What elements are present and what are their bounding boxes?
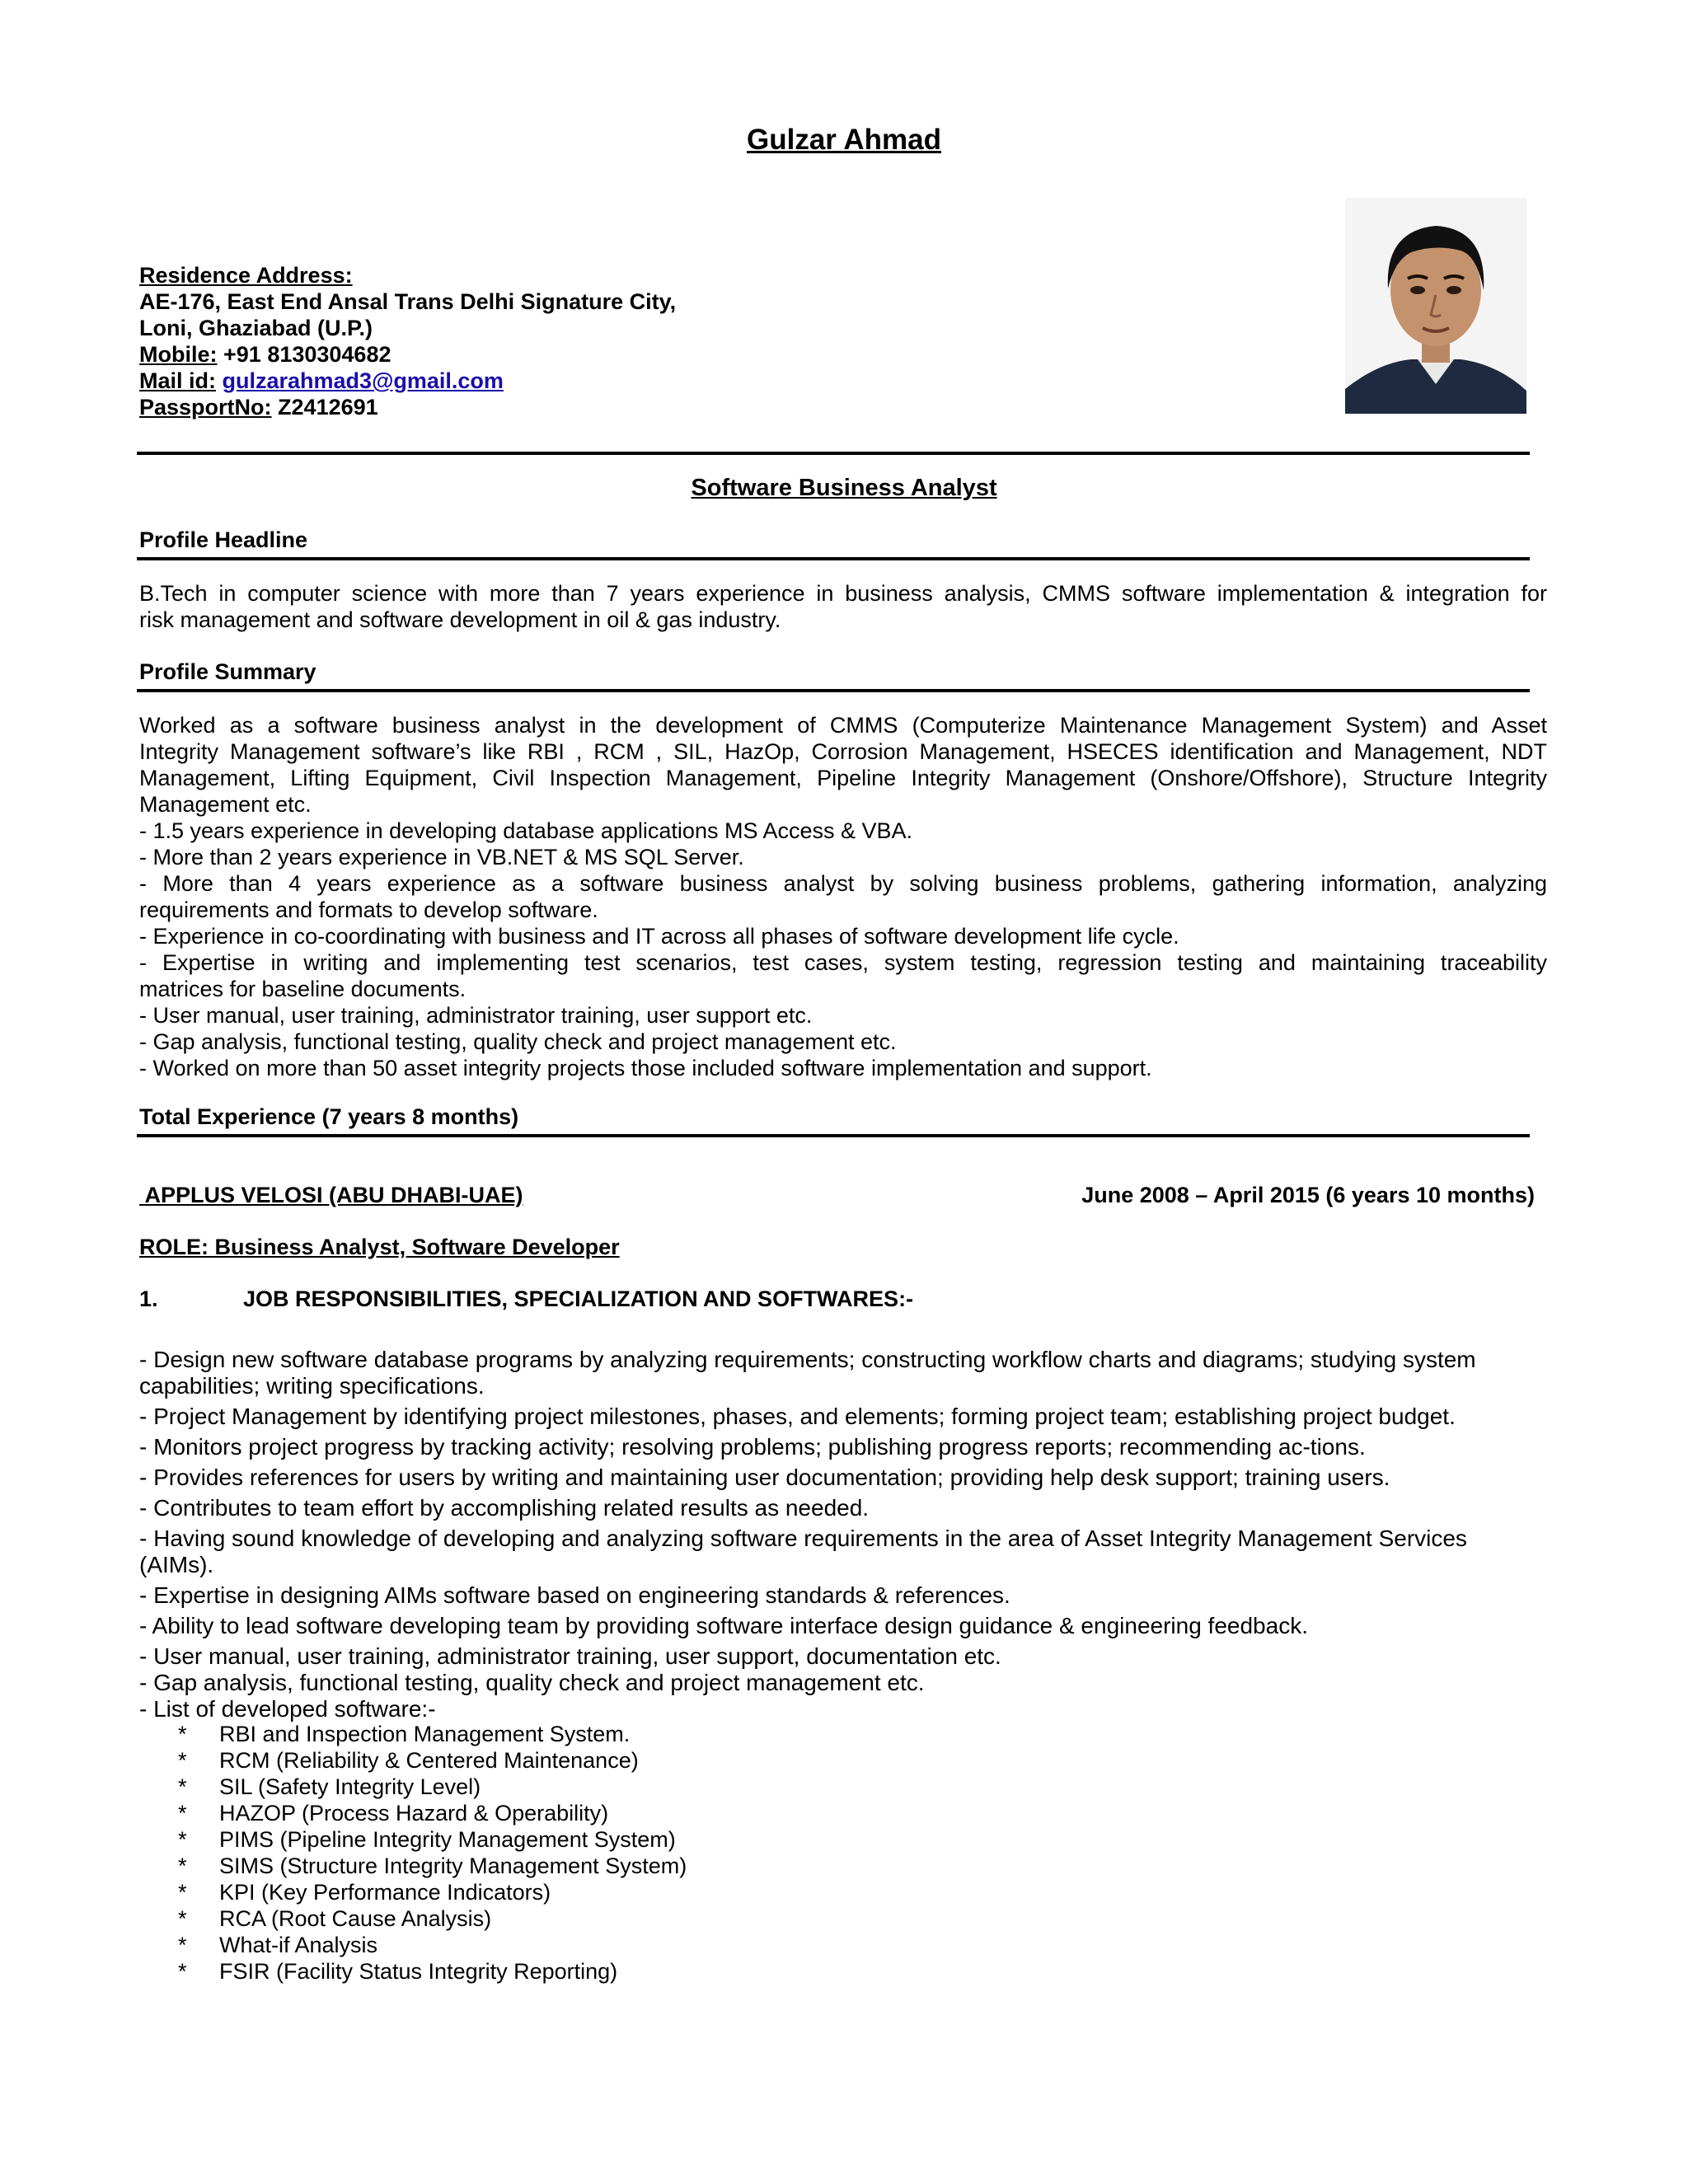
experience-divider bbox=[137, 1134, 1530, 1137]
headline-divider bbox=[137, 557, 1530, 560]
contact-block bbox=[139, 262, 676, 420]
total-experience-heading: Total Experience (7 years 8 months) bbox=[139, 1104, 519, 1129]
passport-label: PassportNo: bbox=[139, 395, 272, 419]
summary-line: matrices for baseline documents. bbox=[139, 977, 467, 1001]
bullet-star-icon: * bbox=[178, 1854, 187, 1878]
headline-line: risk management and software development in oil & gas industry. bbox=[139, 607, 781, 632]
summary-line: Management, Lifting Equipment, Civil Inspection Management, Pipeline Integrity Management (Onshore/Offshore), Structure Integrity bbox=[139, 766, 1547, 790]
software-name: RBI and Inspection Management System. bbox=[219, 1722, 631, 1746]
bullet-star-icon: * bbox=[178, 1959, 187, 1984]
bullet-star-icon: * bbox=[178, 1748, 187, 1773]
residence-label: Residence Address: bbox=[139, 263, 353, 288]
software-name: RCM (Reliability & Centered Maintenance) bbox=[219, 1748, 639, 1773]
bullet-star-icon: * bbox=[178, 1933, 187, 1957]
mail-row bbox=[139, 368, 676, 394]
software-name: HAZOP (Process Hazard & Operability) bbox=[219, 1801, 609, 1825]
responsibility-item: - Expertise in designing AIMs software based on engineering standards & references. bbox=[139, 1582, 1010, 1608]
email-link[interactable]: gulzarahmad3@gmail.com bbox=[222, 368, 504, 393]
headline-line: B.Tech in computer science with more than 7 years experience in business analysis, CMMS software implementation & integration for bbox=[139, 581, 1547, 606]
software-list bbox=[178, 1721, 687, 1985]
summary-line: - Expertise in writing and implementing test scenarios, test cases, system testing, regression testing and maintaining traceability bbox=[139, 950, 1547, 975]
responsibility-item: - Provides references for users by writing and maintaining user documentation; providing help desk support; training users. bbox=[139, 1465, 1390, 1490]
responsibility-heading: JOB RESPONSIBILITIES, SPECIALIZATION AND SOFTWARES:- bbox=[243, 1286, 914, 1311]
mobile-label: Mobile: bbox=[139, 342, 218, 367]
software-item bbox=[178, 1905, 687, 1932]
mobile-row bbox=[139, 341, 676, 368]
mobile-value: +91 8130304682 bbox=[223, 342, 392, 367]
summary-line: - Experience in co-coordinating with business and IT across all phases of software development life cycle. bbox=[139, 924, 1179, 949]
software-item bbox=[178, 1774, 687, 1800]
role-title: ROLE: Business Analyst, Software Developer bbox=[139, 1235, 620, 1259]
responsibility-item: - Contributes to team effort by accomplishing related results as needed. bbox=[139, 1495, 870, 1521]
responsibility-item: - Monitors project progress by tracking activity; resolving problems; publishing progress reports; recommending ac-tions. bbox=[139, 1434, 1366, 1460]
responsibility-item: - Design new software database programs by analyzing requirements; constructing workflow charts and diagrams; studying system capabilities; writing specifications. bbox=[139, 1347, 1476, 1399]
software-item bbox=[178, 1932, 687, 1958]
mail-label: Mail id: bbox=[139, 368, 216, 393]
summary-line: requirements and formats to develop software. bbox=[139, 898, 598, 922]
profile-summary-heading: Profile Summary bbox=[139, 659, 316, 684]
summary-line: Management etc. bbox=[139, 792, 312, 817]
profile-summary-text bbox=[139, 712, 1547, 1081]
responsibility-number: 1. bbox=[139, 1286, 158, 1311]
software-item bbox=[178, 1721, 687, 1747]
software-name: SIL (Safety Integrity Level) bbox=[219, 1774, 481, 1799]
employment-period: June 2008 – April 2015 (6 years 10 months) bbox=[1081, 1183, 1535, 1207]
software-item bbox=[178, 1800, 687, 1826]
bullet-star-icon: * bbox=[178, 1722, 187, 1746]
responsibility-extra: - Gap analysis, functional testing, quality check and project management etc. bbox=[139, 1670, 925, 1695]
bullet-star-icon: * bbox=[178, 1906, 187, 1931]
responsibility-item: - Ability to lead software developing team by providing software interface design guidance & engineering feedback. bbox=[139, 1613, 1308, 1638]
bullet-star-icon: * bbox=[178, 1774, 187, 1799]
software-item bbox=[178, 1747, 687, 1774]
responsibility-item: - Having sound knowledge of developing and analyzing software requirements in the area of Asset Integrity Management Services (AIMs). bbox=[139, 1526, 1467, 1577]
summary-line: Worked as a software business analyst in the development of CMMS (Computerize Maintenance Management System) and Asset bbox=[139, 713, 1547, 738]
profile-headline-text bbox=[139, 580, 1547, 633]
passport-row bbox=[139, 394, 676, 420]
address-line-1: AE-176, East End Ansal Trans Delhi Signature City, bbox=[139, 289, 677, 314]
software-name: FSIR (Facility Status Integrity Reporting) bbox=[219, 1959, 618, 1984]
software-name: PIMS (Pipeline Integrity Management System) bbox=[219, 1827, 676, 1852]
summary-line: - More than 2 years experience in VB.NET & MS SQL Server. bbox=[139, 845, 744, 869]
header-divider bbox=[137, 452, 1530, 455]
profile-headline-heading: Profile Headline bbox=[139, 527, 308, 552]
bullet-star-icon: * bbox=[178, 1827, 187, 1852]
company-name: APPLUS VELOSI (ABU DHABI-UAE) bbox=[139, 1183, 523, 1207]
bullet-star-icon: * bbox=[178, 1801, 187, 1825]
software-item bbox=[178, 1853, 687, 1879]
candidate-name: Gulzar Ahmad bbox=[747, 124, 941, 156]
responsibility-item: - Project Management by identifying project milestones, phases, and elements; forming project team; establishing project budget. bbox=[139, 1404, 1456, 1429]
passport-value: Z2412691 bbox=[278, 395, 378, 419]
software-item bbox=[178, 1826, 687, 1853]
summary-line: - 1.5 years experience in developing database applications MS Access & VBA. bbox=[139, 818, 913, 843]
software-name: SIMS (Structure Integrity Management System) bbox=[219, 1854, 687, 1878]
software-name: RCA (Root Cause Analysis) bbox=[219, 1906, 492, 1931]
job-title: Software Business Analyst bbox=[691, 475, 997, 501]
responsibility-extra: - List of developed software:- bbox=[139, 1696, 436, 1722]
software-item bbox=[178, 1879, 687, 1905]
software-item bbox=[178, 1958, 687, 1985]
summary-divider bbox=[137, 689, 1530, 692]
summary-line: - More than 4 years experience as a software business analyst by solving business problems, gathering information, analyzing bbox=[139, 871, 1547, 896]
software-name: What-if Analysis bbox=[219, 1933, 378, 1957]
bullet-star-icon: * bbox=[178, 1880, 187, 1905]
summary-line: - Gap analysis, functional testing, quality check and project management etc. bbox=[139, 1029, 897, 1054]
summary-line: - User manual, user training, administrator training, user support etc. bbox=[139, 1003, 813, 1028]
summary-line: Integrity Management software’s like RBI , RCM , SIL, HazOp, Corrosion Management, HSECES identification and Management, NDT bbox=[139, 739, 1547, 764]
profile-photo bbox=[1345, 198, 1526, 414]
responsibility-list bbox=[139, 1347, 1547, 1722]
software-name: KPI (Key Performance Indicators) bbox=[219, 1880, 551, 1905]
summary-line: - Worked on more than 50 asset integrity projects those included software implementation and support. bbox=[139, 1056, 1152, 1080]
responsibility-extra: - User manual, user training, administrator training, user support, documentation etc. bbox=[139, 1643, 1001, 1669]
address-line-2: Loni, Ghaziabad (U.P.) bbox=[139, 316, 373, 340]
